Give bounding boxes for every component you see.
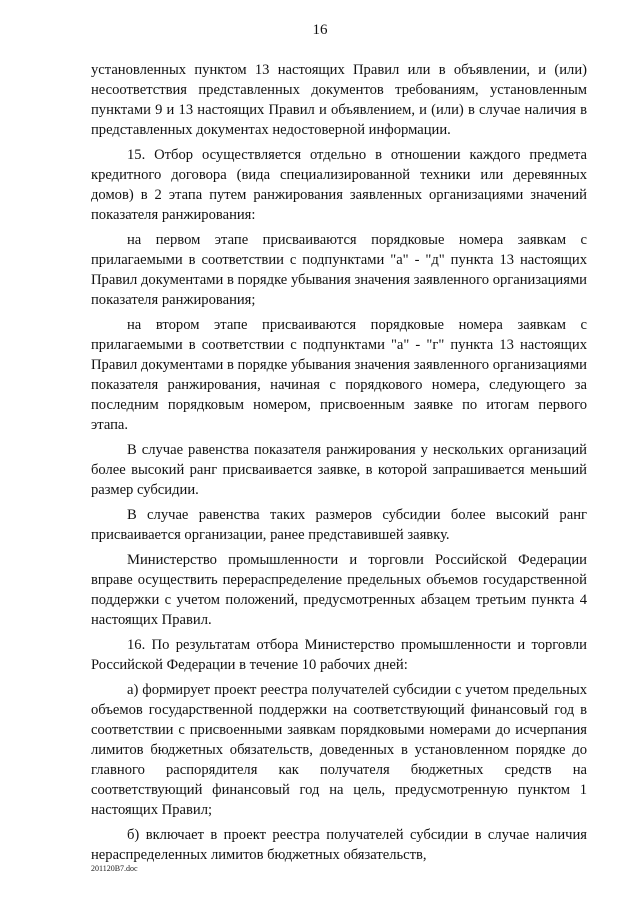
paragraph-first-stage: на первом этапе присваиваются порядковые номера заявкам с прилагаемыми в соответствии с подпунктами "а" - "д" пункта 13 настоящих Правил документами в порядке убывания значения заявленного организациями показателя ранжирования;	[91, 232, 587, 308]
document-body	[91, 60, 587, 870]
document-footer-code: 201120В7.doc	[91, 864, 138, 873]
page-number: 16	[312, 22, 328, 38]
paragraph-item-16: 16. По результатам отбора Министерство промышленности и торговли Российской Федерации в течение 10 рабочих дней:	[91, 637, 587, 673]
paragraph-second-stage: на втором этапе присваиваются порядковые номера заявкам с прилагаемыми в соответствии с подпунктами "а" - "г" пункта 13 настоящих Правил документами в порядке убывания значения заявленного организациями показателя ранжирования, начиная с порядкового номера, следующего за последним порядковым номером, присвоенным заявке по итогам первого этапа.	[91, 317, 587, 433]
paragraph-subitem-b: б) включает в проект реестра получателей субсидии в случае наличия нераспределенных лимитов бюджетных обязательств,	[91, 827, 587, 863]
paragraph-equal-rank: В случае равенства показателя ранжирования у нескольких организаций более высокий ранг присваивается заявке, в которой запрашивается меньший размер субсидии.	[91, 442, 587, 498]
paragraph-subitem-a: а) формирует проект реестра получателей субсидии с учетом предельных объемов государственной поддержки на соответствующий финансовый год в соответствии с присвоенными заявкам порядковыми номерами до исчерпания лимитов бюджетных обязательств, доведенных в установленном порядке до главного распорядителя как получателя бюджетных средств на соответствующий финансовый год на цель, предусмотренную пунктом 1 настоящих Правил;	[91, 682, 587, 818]
paragraph-ministry-redistribution: Министерство промышленности и торговли Российской Федерации вправе осуществить перераспределение предельных объемов государственной поддержки с учетом положений, предусмотренных абзацем третьим пункта 4 настоящих Правил.	[91, 552, 587, 628]
paragraph-equal-subsidy: В случае равенства таких размеров субсидии более высокий ранг присваивается организации, ранее представившей заявку.	[91, 507, 587, 543]
paragraph-item-15: 15. Отбор осуществляется отдельно в отношении каждого предмета кредитного договора (вида специализированной техники или деревянных домов) в 2 этапа путем ранжирования заявленных организациями значений показателя ранжирования:	[91, 147, 587, 223]
paragraph-continuation: установленных пунктом 13 настоящих Правил или в объявлении, и (или) несоответствия представленных документов требованиям, установленным пунктами 9 и 13 настоящих Правил и объявлением, и (или) в случае наличия в представленных документах недостоверной информации.	[91, 62, 587, 138]
